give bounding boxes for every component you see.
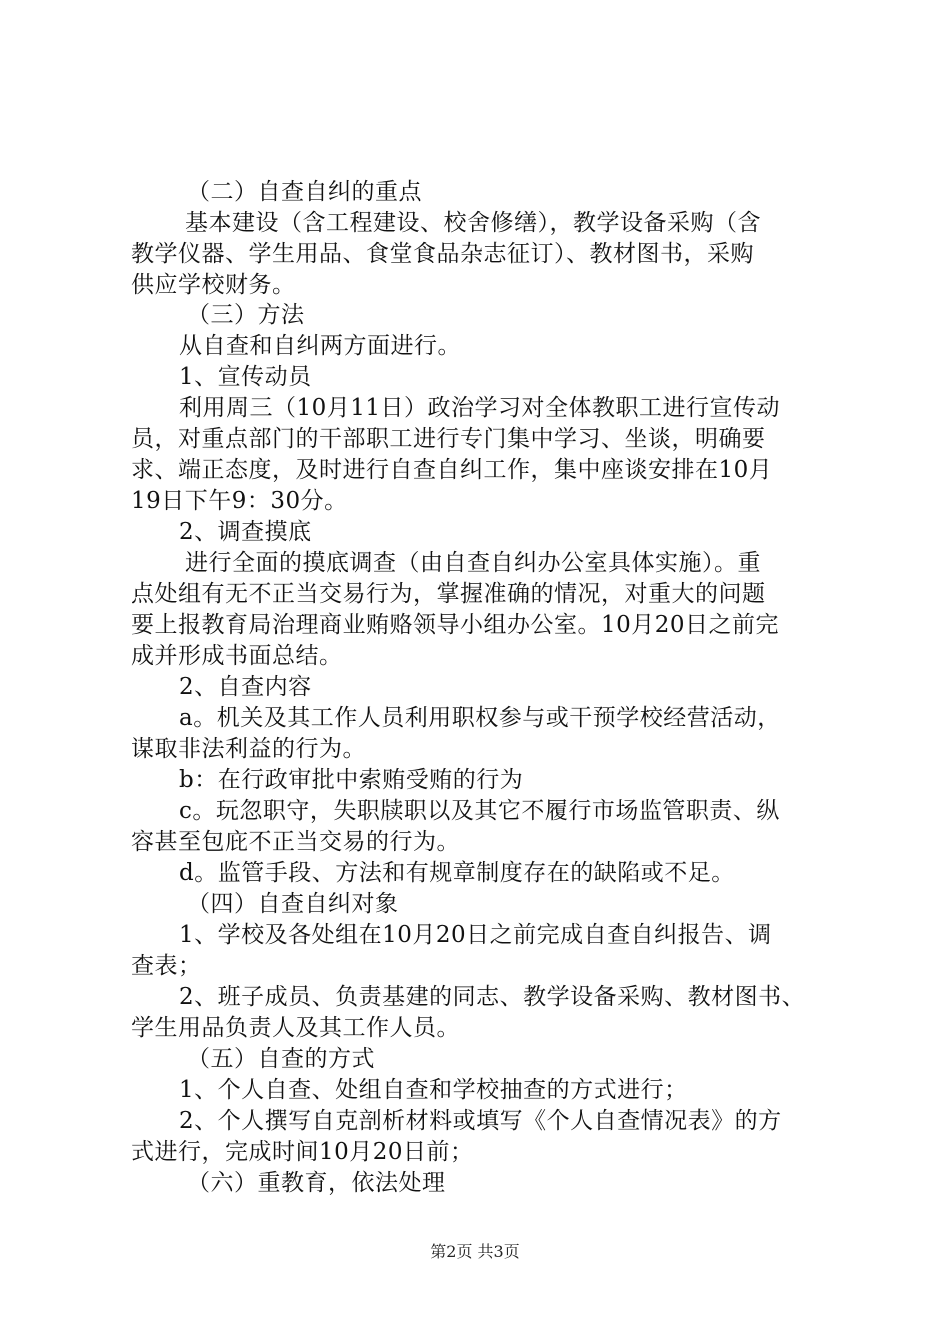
paragraph-line: 1、学校及各处组在10月20日之前完成自查自纠报告、调	[179, 922, 772, 948]
paragraph-line: 容甚至包庇不正当交易的行为。	[131, 829, 460, 855]
paragraph-line: 谋取非法利益的行为。	[131, 736, 366, 762]
section-heading-6: （六）重教育，依法处理	[187, 1170, 446, 1196]
list-item-a: a。机关及其工作人员利用职权参与或干预学校经营活动，	[179, 705, 781, 731]
paragraph-line: 员，对重点部门的干部职工进行专门集中学习、坐谈，明确要	[131, 426, 766, 452]
list-item-d: d。监管手段、方法和有规章制度存在的缺陷或不足。	[179, 860, 735, 886]
subheading-content: 2、自查内容	[179, 674, 312, 700]
paragraph-line: 式进行，完成时间10月20日前；	[131, 1139, 474, 1165]
paragraph-line: 要上报教育局治理商业贿赂领导小组办公室。10月20日之前完	[131, 612, 780, 638]
paragraph-line: 2、个人撰写自克剖析材料或填写《个人自查情况表》的方	[179, 1108, 782, 1134]
subheading-publicity: 1、宣传动员	[179, 364, 312, 390]
paragraph-line: 查表；	[131, 953, 202, 979]
paragraph-line: 学生用品负责人及其工作人员。	[131, 1015, 460, 1041]
section-heading-3: （三）方法	[187, 302, 305, 328]
section-heading-4: （四）自查自纠对象	[187, 891, 399, 917]
subheading-survey: 2、调查摸底	[179, 519, 312, 545]
paragraph-line: 19日下午9：30分。	[131, 488, 348, 514]
page-number-footer: 第2页 共3页	[430, 1242, 520, 1261]
list-item-b: b：在行政审批中索贿受贿的行为	[179, 767, 524, 793]
section-heading-5: （五）自查的方式	[187, 1046, 375, 1072]
paragraph-line: 2、班子成员、负责基建的同志、教学设备采购、教材图书、	[179, 984, 806, 1010]
paragraph-line: 1、个人自查、处组自查和学校抽查的方式进行；	[179, 1077, 688, 1103]
paragraph-line: 利用周三（10月11日）政治学习对全体教职工进行宣传动	[179, 395, 781, 421]
paragraph-line: 供应学校财务。	[131, 272, 296, 298]
list-item-c: c。玩忽职守，失职牍职以及其它不履行市场监管职责、纵	[179, 798, 780, 824]
paragraph-line: 从自查和自纠两方面进行。	[179, 333, 461, 359]
paragraph-line: 基本建设（含工程建设、校舍修缮），教学设备采购（含	[185, 210, 761, 236]
paragraph-line: 点处组有无不正当交易行为，掌握准确的情况，对重大的问题	[131, 581, 766, 607]
paragraph-line: 进行全面的摸底调查（由自查自纠办公室具体实施）。重	[185, 550, 761, 576]
paragraph-line: 成并形成书面总结。	[131, 643, 343, 669]
paragraph-line: 教学仪器、学生用品、食堂食品杂志征订）、教材图书，采购	[131, 241, 754, 267]
section-heading-2: （二）自查自纠的重点	[187, 179, 422, 205]
paragraph-line: 求、端正态度，及时进行自查自纠工作，集中座谈安排在10月	[131, 457, 773, 483]
